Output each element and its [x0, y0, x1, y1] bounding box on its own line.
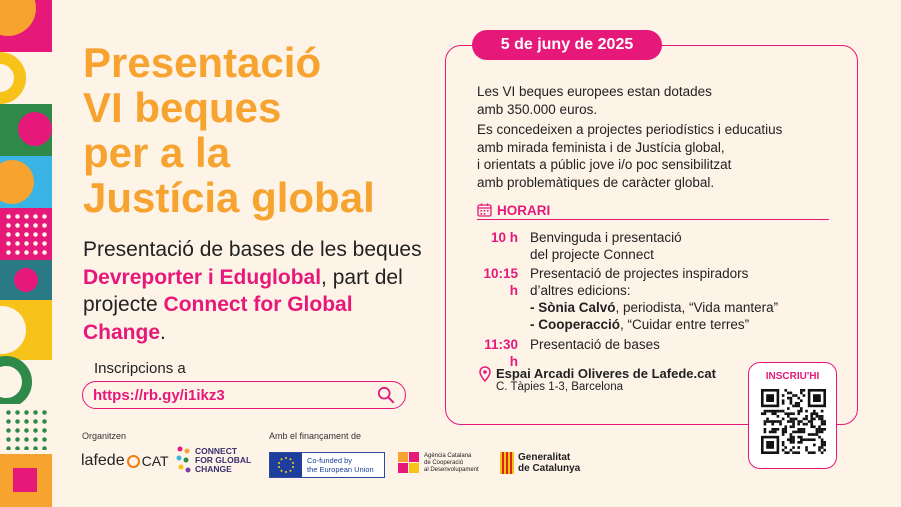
eu-logo-text: Co-funded by the European Union: [307, 456, 374, 474]
decorative-strip: [0, 0, 52, 507]
subtitle-highlight: Devreporter i Eduglobal: [83, 265, 322, 289]
event-title: Presentació VI beques per a la Justícia global: [83, 39, 375, 221]
accd-logo-text: Agència Catalana de Cooperació al Desenvolupament: [424, 452, 479, 473]
pattern-tile: [0, 0, 52, 52]
lafede-logo-mark: [127, 455, 140, 468]
qr-code-icon[interactable]: [761, 389, 826, 454]
eu-flag-icon: [270, 453, 302, 477]
generalitat-logo-mark: [500, 452, 514, 474]
connect-logo-text: CONNECT FOR GLOBAL CHANGE: [195, 445, 252, 474]
venue-name: Espai Arcadi Oliveres de Lafede.cat: [496, 366, 716, 381]
calendar-icon: [477, 203, 492, 217]
organizers-label: Organitzen: [82, 431, 127, 441]
pattern-tile: [0, 360, 52, 404]
schedule-time: 10 h: [490, 230, 518, 245]
inscriptions-label: Inscripcions a: [94, 360, 186, 377]
search-icon[interactable]: [377, 386, 395, 404]
pattern-tile: [0, 300, 52, 360]
accd-logo: [398, 452, 479, 474]
register-label: INSCRIU'HI: [765, 371, 820, 382]
location-pin-icon: [479, 366, 491, 382]
accd-logo-mark: [398, 452, 420, 474]
pattern-tile: [0, 454, 52, 507]
schedule-time: 11:30 h: [484, 337, 518, 369]
generalitat-logo: [500, 452, 580, 474]
subtitle-text: .: [160, 320, 166, 344]
connect-logo: [176, 445, 251, 475]
speaker-detail: , periodista, “Vida mantera”: [615, 300, 779, 315]
subtitle-highlight: Connect for Global Change: [83, 293, 353, 344]
schedule-item: Presentació de bases: [530, 337, 660, 352]
pattern-tile: [0, 52, 52, 104]
speaker-detail: , “Cuidar entre terres”: [620, 317, 750, 332]
lafede-logo-text: lafede: [81, 452, 125, 469]
schedule-header: [477, 201, 829, 220]
eu-logo: [269, 452, 385, 478]
register-qr-card[interactable]: [748, 362, 837, 469]
registration-url[interactable]: https://rb.gy/i1ikz3: [93, 386, 225, 404]
registration-link[interactable]: [82, 381, 406, 409]
pattern-tile: [0, 404, 52, 454]
event-subtitle: [83, 236, 428, 346]
schedule-item: Benvinguda i presentació del projecte Connect: [530, 230, 682, 262]
subtitle-text: Presentació de bases de les beques: [83, 238, 422, 261]
venue-address: C. Tàpies 1-3, Barcelona: [496, 381, 623, 393]
generalitat-logo-text: Generalitat de Catalunya: [518, 452, 581, 474]
pattern-tile: [0, 156, 52, 208]
intro-text-1: Les VI beques europees estan dotades amb 350.000 euros.: [477, 84, 712, 117]
speaker-name: - Sònia Calvó: [530, 300, 616, 315]
schedule-label: HORARI: [497, 202, 551, 218]
connect-logo-mark: [176, 445, 192, 475]
pattern-tile: [0, 260, 52, 300]
event-date: 5 de juny de 2025: [472, 30, 662, 60]
lafede-logo: [81, 452, 169, 470]
intro-text-2: Es concedeixen a projectes periodístics i educatius amb mirada feminista i de Justícia global, i orientats a públic jove i/o poc sensibilitzat amb problemàtiques de caràcter global.: [477, 122, 783, 190]
speaker-item: [530, 316, 749, 333]
schedule-item: Presentació de projectes inspiradors d’altres edicions:: [530, 266, 749, 298]
subtitle-text: , part del projecte: [83, 265, 403, 316]
pattern-tile: [0, 104, 52, 156]
schedule-time: 10:15 h: [483, 266, 518, 298]
lafede-logo-suffix: CAT: [141, 453, 169, 469]
pattern-tile: [0, 208, 52, 260]
speaker-item: [530, 299, 778, 316]
speaker-name: - Cooperacció: [530, 317, 621, 332]
funding-label: Amb el finançament de: [269, 431, 362, 441]
